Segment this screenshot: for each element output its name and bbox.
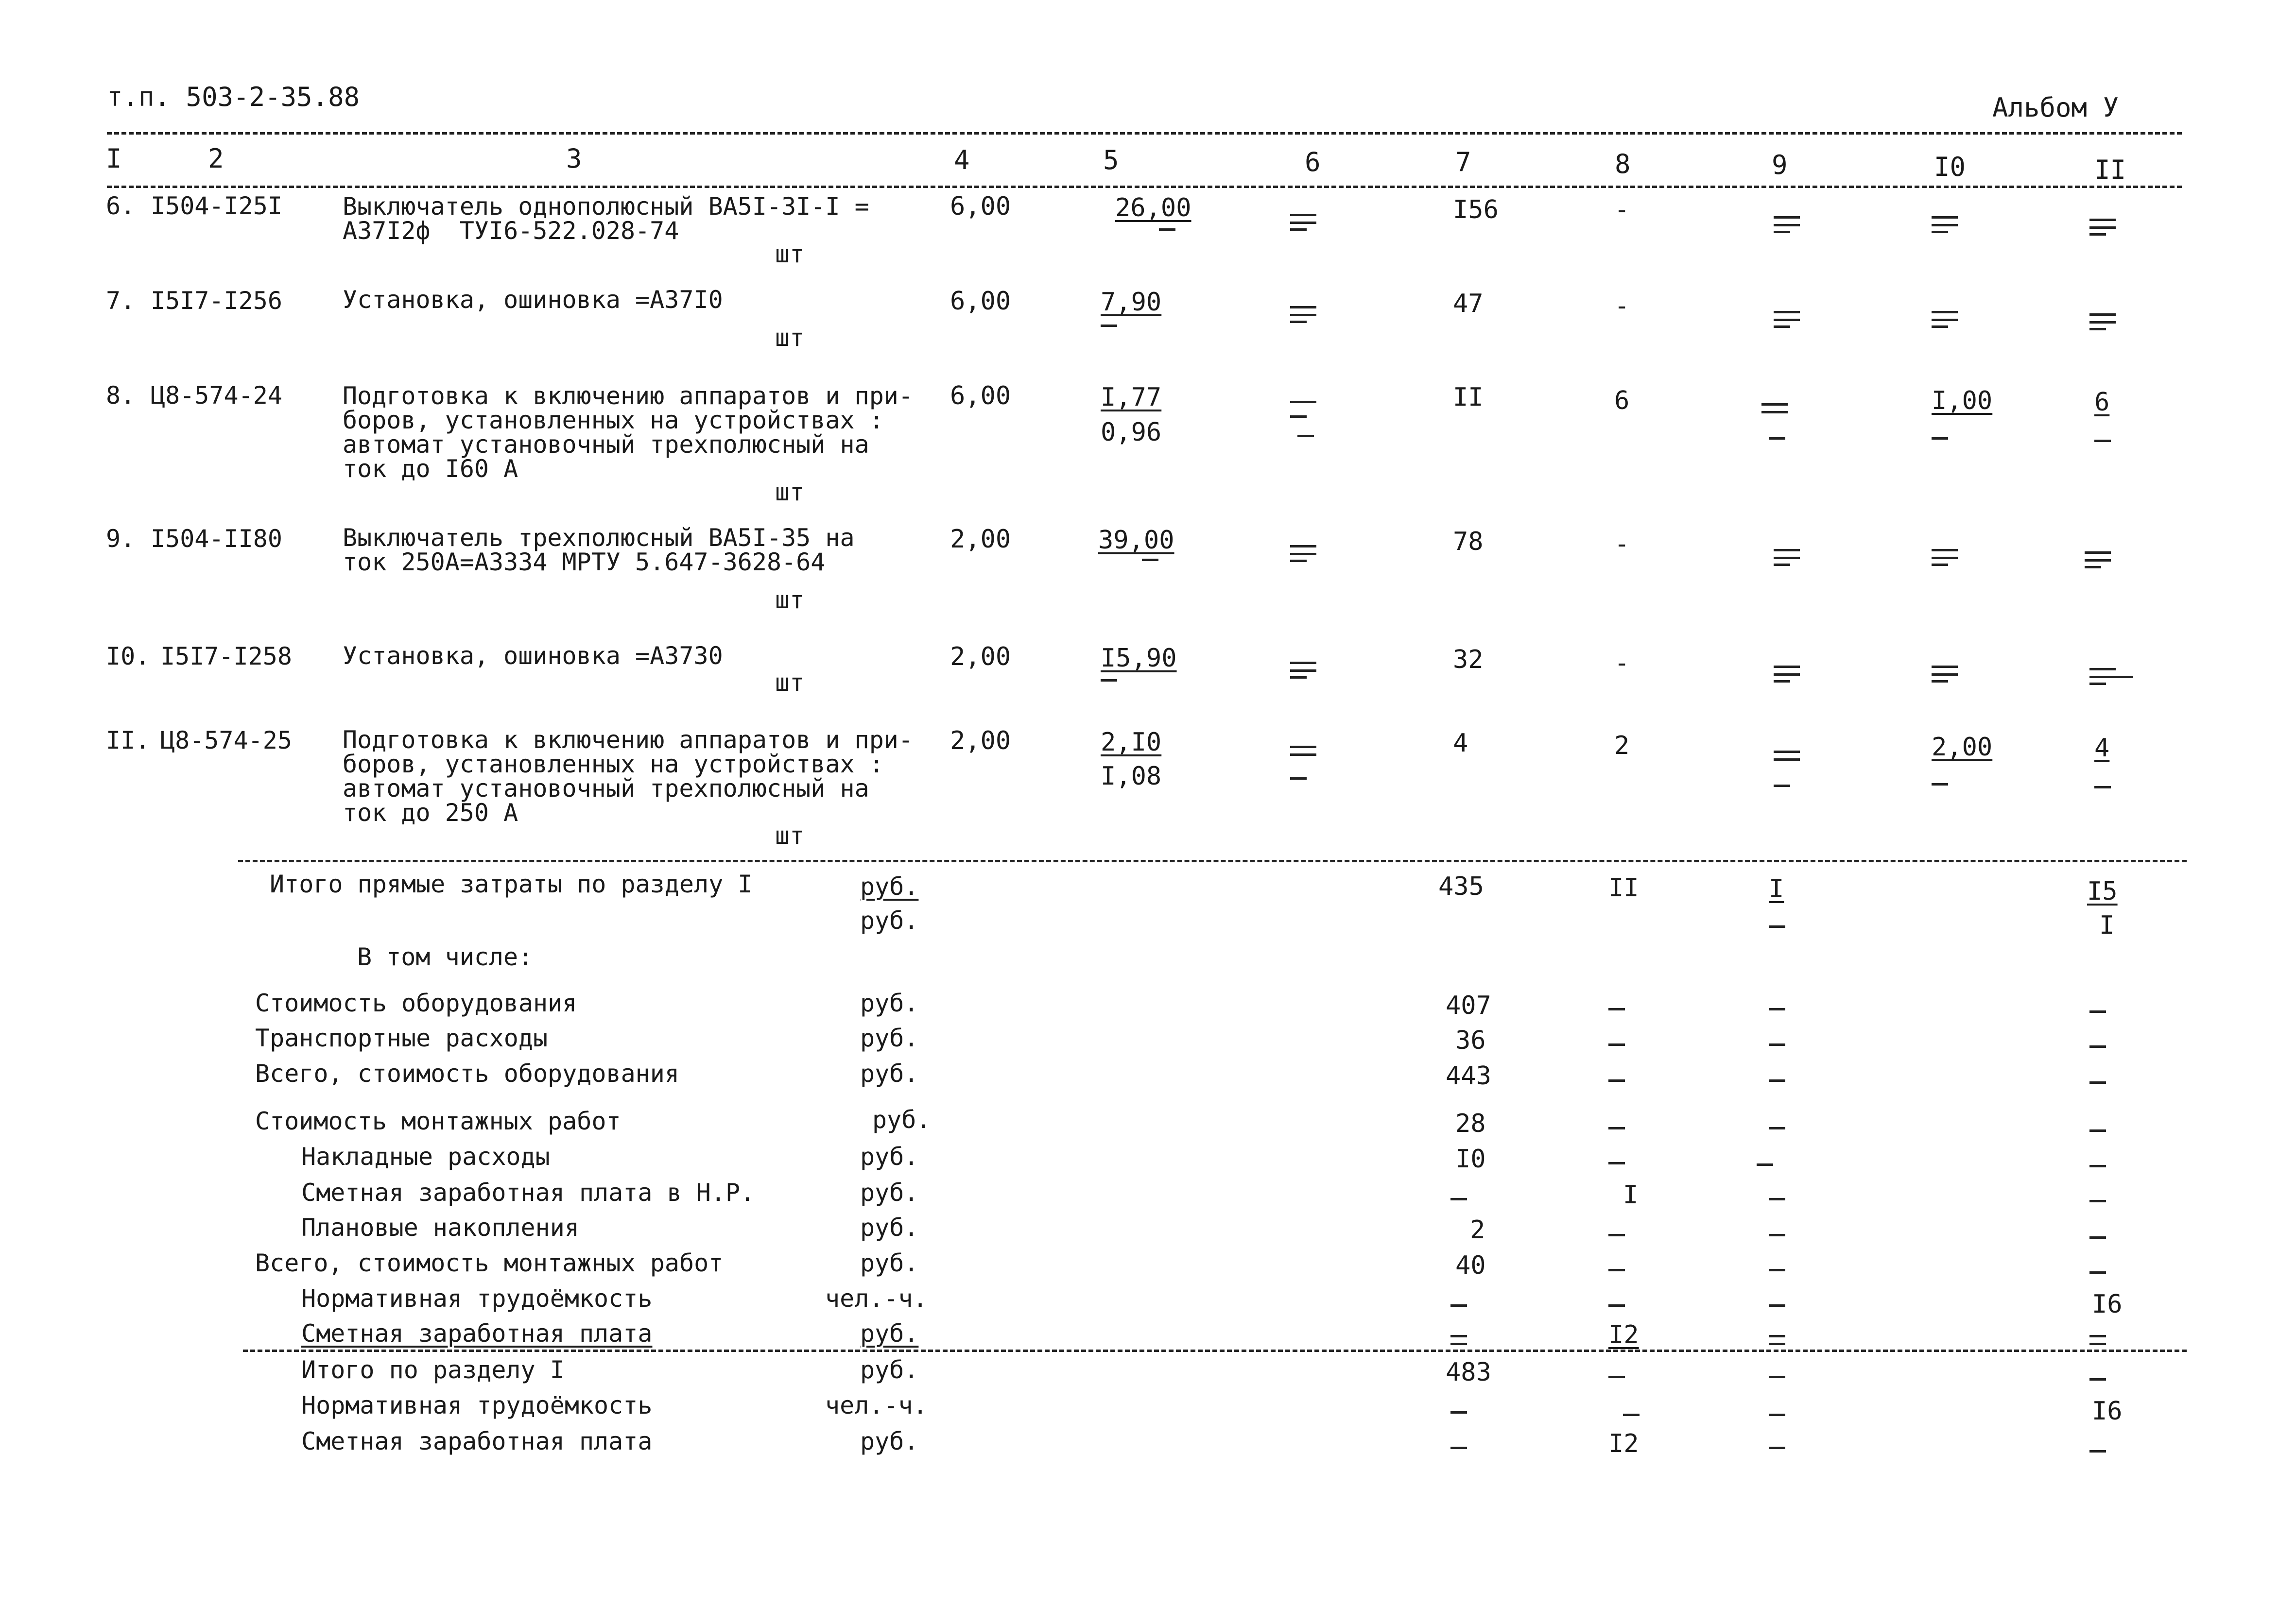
dash-mark: [1774, 785, 1790, 787]
row-col8: -: [1614, 649, 1630, 678]
ditto-mark: [2089, 219, 2116, 235]
ditto-mark: [1290, 306, 1316, 323]
dash-mark: [1757, 1163, 1773, 1166]
summary-label: Стоимость оборудования: [255, 989, 577, 1017]
dash-mark: [1450, 1304, 1467, 1307]
summary-unit: руб.: [860, 1356, 919, 1384]
dash-mark: [1608, 1043, 1625, 1046]
header-bottom-rule: [107, 186, 2182, 188]
dash-mark: [1159, 228, 1175, 231]
summary-unit: руб.: [860, 1427, 919, 1455]
col-header-4: 4: [954, 145, 970, 175]
summary-label: Нормативная трудоёмкость: [301, 1284, 653, 1313]
summary-label: Сметная заработная плата: [301, 1427, 653, 1455]
dash-mark: [1290, 777, 1307, 780]
summary-col7: 2: [1470, 1215, 1485, 1245]
row-description: Подготовка к включению аппаратов и при- боров, установленных на устройствах : автомат установочный трехполюсный на ток до 250 А: [343, 726, 913, 827]
dash-mark: [1769, 925, 1785, 928]
dash-mark: [1623, 1414, 1640, 1416]
summary-label: Накладные расходы: [301, 1143, 550, 1171]
summary-label: Нормативная трудоёмкость: [301, 1391, 653, 1419]
row-unit: шт: [775, 821, 805, 850]
ditto-mark: [1774, 666, 1800, 682]
col-header-2: 2: [208, 143, 224, 174]
summary-col11: I6: [2092, 1290, 2123, 1319]
dash-mark: [1608, 1079, 1625, 1082]
row-col5-top: 26,00: [1115, 193, 1191, 222]
summary-unit: руб.: [860, 1249, 919, 1277]
row-col5-bottom: I,08: [1101, 762, 1162, 791]
summary-unit: руб.: [860, 1214, 919, 1242]
dash-mark: [1608, 1376, 1625, 1378]
ditto-mark: [1290, 662, 1316, 678]
col-header-11: II: [2094, 154, 2126, 185]
dash-mark: [1608, 1008, 1625, 1010]
dash-mark: [1769, 1127, 1785, 1129]
summary-unit: чел.-ч.: [825, 1391, 928, 1419]
row-col7: 47: [1453, 289, 1484, 318]
summary-col7: 443: [1446, 1061, 1491, 1091]
row-col7: 4: [1453, 729, 1468, 758]
dash-mark: [1769, 1304, 1785, 1307]
row-col7: II: [1453, 383, 1484, 412]
dash-mark: [1450, 1198, 1467, 1200]
ditto-mark: [1450, 1335, 1477, 1351]
row-code: Ц8-574-25: [160, 726, 292, 754]
row-col5-top: 39,00: [1098, 526, 1174, 555]
row-col11-top: 4: [2094, 734, 2110, 763]
dash-mark: [2089, 1165, 2106, 1167]
row-col5-top: 7,90: [1101, 288, 1162, 317]
row-col10-top: 2,00: [1932, 733, 1993, 762]
summary-label: Сметная заработная плата: [301, 1319, 653, 1348]
ditto-mark: [1774, 311, 1800, 327]
row-col4: 2,00: [950, 726, 1011, 755]
ditto-mark: [1774, 216, 1800, 233]
row-code: Ц8-574-24: [151, 381, 282, 410]
summary-unit: руб.: [860, 1319, 919, 1348]
row-col8: 2: [1614, 731, 1630, 760]
summary-unit: руб.: [860, 1143, 919, 1171]
row-number: 9.: [106, 525, 136, 553]
summary-col7: 36: [1455, 1026, 1486, 1055]
row-col5-top: I,77: [1101, 383, 1162, 412]
dash-mark: [2094, 786, 2111, 788]
ditto-mark: [1932, 216, 1958, 233]
row-unit: шт: [775, 240, 805, 268]
row-unit: шт: [775, 478, 805, 506]
dash-mark: [2094, 440, 2111, 442]
dash-mark: [1101, 679, 1117, 682]
row-number: 8.: [106, 381, 136, 410]
dash-mark: [1608, 1234, 1625, 1236]
col-header-9: 9: [1772, 150, 1788, 180]
ditto-mark: [2089, 668, 2133, 684]
ditto-mark: [1290, 401, 1316, 417]
ditto-mark: [2085, 551, 2111, 568]
row-number: I0.: [106, 642, 150, 670]
ditto-mark: [1932, 666, 1958, 682]
row-col4: 2,00: [950, 642, 1011, 671]
dash-mark: [2089, 1450, 2106, 1453]
dash-mark: [1297, 435, 1314, 437]
dash-mark: [1769, 1376, 1785, 1378]
total-direct-col11-top: I5: [2087, 877, 2118, 906]
summary-unit: руб.: [860, 989, 919, 1017]
row-unit: шт: [775, 668, 805, 697]
album-label: Альбом У: [1992, 92, 2119, 123]
col-header-10: I0: [1934, 152, 1966, 182]
dash-mark: [1769, 1234, 1785, 1236]
row-col4: 6,00: [950, 381, 1011, 410]
section-total-rule: [243, 1350, 2187, 1352]
col-header-3: 3: [566, 143, 582, 174]
row-col8: 6: [1614, 386, 1630, 415]
row-col7: 78: [1453, 527, 1484, 556]
summary-col8: I: [1623, 1180, 1639, 1210]
dash-mark: [1769, 1008, 1785, 1010]
dash-mark: [1769, 1079, 1785, 1082]
row-col5-bottom: 0,96: [1101, 418, 1162, 447]
summary-label: Стоимость монтажных работ: [255, 1107, 621, 1135]
ditto-mark: [1932, 549, 1958, 565]
summary-unit: руб.: [860, 1179, 919, 1207]
dash-mark: [2089, 1271, 2106, 1274]
ditto-mark: [1761, 403, 1788, 420]
row-description: Подготовка к включению аппаратов и при- боров, установленных на устройствах : автомат установочный трехполюсный на ток до I60 А: [343, 382, 913, 483]
col-header-1: I: [106, 143, 122, 174]
dash-mark: [1769, 1447, 1785, 1449]
summary-label: Транспортные расходы: [255, 1024, 548, 1052]
row-col11-top: 6: [2094, 388, 2110, 417]
dash-mark: [1101, 325, 1117, 327]
dash-mark: [1450, 1411, 1467, 1414]
row-unit: шт: [775, 324, 805, 352]
dash-mark: [1769, 1269, 1785, 1271]
summary-label: Всего, стоимость монтажных работ: [255, 1249, 724, 1277]
dash-mark: [1142, 559, 1158, 561]
header-top-rule: [107, 132, 2182, 135]
ditto-mark: [1774, 751, 1800, 767]
document-reference: т.п. 503-2-35.88: [107, 82, 360, 112]
row-col4: 2,00: [950, 525, 1011, 554]
row-col4: 6,00: [950, 287, 1011, 316]
total-direct-col7: 435: [1438, 872, 1484, 901]
summary-col7: I0: [1455, 1145, 1486, 1174]
summary-label: Всего, стоимость оборудования: [255, 1060, 679, 1088]
ditto-mark: [1290, 746, 1316, 762]
ditto-mark: [1774, 549, 1800, 565]
row-description: Выключатель трехполюсный ВА5I-35 на ток 250А=А3334 МРТУ 5.647-3628-64: [343, 524, 855, 576]
summary-col7: 40: [1455, 1251, 1486, 1280]
summary-label: Итого по разделу I: [301, 1356, 565, 1384]
row-description: Установка, ошиновка =А37I0: [343, 286, 723, 314]
row-col7: 32: [1453, 645, 1484, 674]
row-col8: -: [1614, 195, 1630, 224]
dash-mark: [2089, 1236, 2106, 1239]
total-direct-col11-bottom: I: [2099, 911, 2115, 940]
summary-unit: руб.: [860, 1024, 919, 1052]
total-direct-unit-2: руб.: [860, 906, 919, 935]
dash-mark: [2089, 1081, 2106, 1084]
dash-mark: [2089, 1045, 2106, 1048]
col-header-5: 5: [1103, 145, 1119, 175]
row-number: II.: [106, 726, 150, 754]
row-number: 7.: [106, 287, 136, 315]
row-code: I5I7-I258: [160, 642, 292, 670]
row-number: 6.: [106, 192, 136, 220]
dash-mark: [2089, 1010, 2106, 1013]
summary-unit: руб.: [860, 1060, 919, 1088]
dash-mark: [1932, 783, 1948, 786]
dash-mark: [1769, 1414, 1785, 1416]
row-col7: I56: [1453, 195, 1499, 224]
ditto-mark: [1932, 311, 1958, 327]
dash-mark: [1450, 1447, 1467, 1449]
col-header-7: 7: [1455, 147, 1471, 177]
col-header-6: 6: [1305, 147, 1321, 177]
ditto-mark: [1769, 1335, 1795, 1351]
ditto-mark: [2089, 1335, 2116, 1351]
row-code: I5I7-I256: [151, 287, 282, 315]
dash-mark: [1608, 1127, 1625, 1129]
row-code: I504-II80: [151, 525, 282, 553]
dash-mark: [1769, 437, 1785, 440]
row-col5-top: I5,90: [1101, 644, 1177, 673]
summary-unit: чел.-ч.: [825, 1284, 928, 1313]
dash-mark: [1932, 437, 1948, 440]
row-col8: -: [1614, 291, 1630, 321]
row-code: I504-I25I: [151, 192, 282, 220]
summary-label: Сметная заработная плата в Н.Р.: [301, 1179, 755, 1207]
summary-col7: 28: [1455, 1109, 1486, 1138]
totals-rule: [238, 860, 2187, 862]
summary-col8: I2: [1608, 1429, 1639, 1458]
dash-mark: [2089, 1129, 2106, 1132]
row-col5-top: 2,I0: [1101, 728, 1162, 757]
total-direct-unit: руб.: [860, 872, 919, 901]
dash-mark: [2089, 1200, 2106, 1202]
summary-label: Плановые накопления: [301, 1214, 579, 1242]
total-direct-col8: II: [1608, 873, 1639, 903]
dash-mark: [1608, 1304, 1625, 1307]
row-unit: шт: [775, 586, 805, 614]
summary-col7: 407: [1446, 991, 1491, 1020]
dash-mark: [1769, 1043, 1785, 1046]
dash-mark: [1769, 1198, 1785, 1200]
col-header-8: 8: [1615, 149, 1631, 179]
summary-unit: руб.: [872, 1106, 931, 1134]
ditto-mark: [1290, 545, 1316, 562]
row-col4: 6,00: [950, 192, 1011, 221]
dash-mark: [1608, 1162, 1625, 1164]
including-heading: В том числе:: [357, 943, 533, 971]
dash-mark: [1608, 1269, 1625, 1271]
ditto-mark: [2089, 313, 2116, 330]
row-col8: -: [1614, 530, 1630, 559]
row-description: Выключатель однополюсный ВА5I-3I-I = А37I2ф ТУI6-522.028-74: [343, 192, 869, 245]
row-description: Установка, ошиновка =А3730: [343, 642, 723, 670]
total-direct-label: Итого прямые затраты по разделу I: [270, 870, 753, 898]
summary-col7: 483: [1446, 1358, 1491, 1387]
summary-col11: I6: [2092, 1397, 2123, 1426]
total-direct-col9: I: [1769, 874, 1784, 904]
dash-mark: [2089, 1378, 2106, 1381]
summary-col8: I2: [1608, 1320, 1639, 1350]
ditto-mark: [1290, 214, 1316, 230]
row-col10-top: I,00: [1932, 386, 1993, 415]
